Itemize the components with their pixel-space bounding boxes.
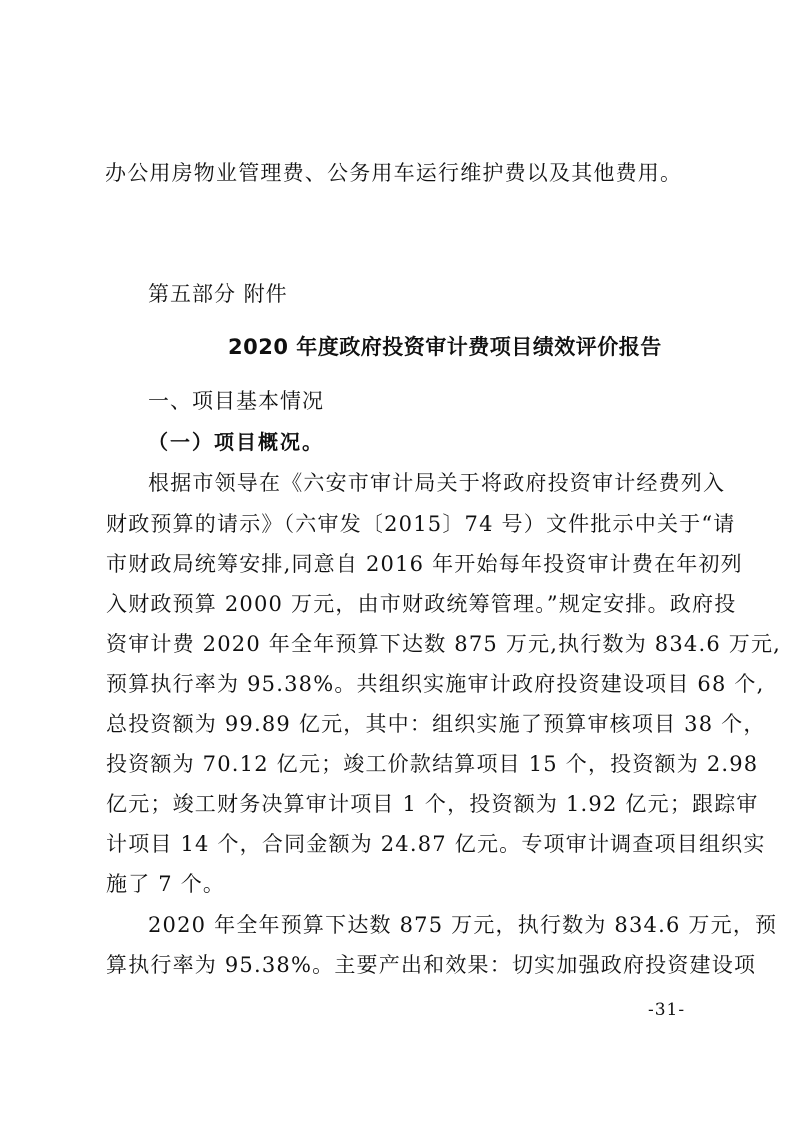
paragraph-line: 算执行率为 95.38%。主要产出和效果：切实加强政府投资建设项 xyxy=(106,953,757,977)
paragraph-line: 亿元；竣工财务决算审计项目 1 个，投资额为 1.92 亿元；跟踪审 xyxy=(106,792,759,816)
paragraph-line: 总投资额为 99.89 亿元，其中：组织实施了预算审核项目 38 个， xyxy=(106,712,766,736)
paragraph-line: 资审计费 2020 年全年预算下达数 875 万元,执行数为 834.6 万元, xyxy=(106,632,782,656)
section-heading: 一、项目基本情况 xyxy=(148,389,324,413)
paragraph-line: 计项目 14 个，合同金额为 24.87 亿元。专项审计调查项目组织实 xyxy=(106,832,766,856)
part-heading: 第五部分 附件 xyxy=(148,282,288,306)
subsection-heading: （一）项目概况。 xyxy=(148,430,324,454)
paragraph-line: 2020 年全年预算下达数 875 万元，执行数为 834.6 万元，预 xyxy=(148,913,778,937)
paragraph-line: 预算执行率为 95.38%。共组织实施审计政府投资建设项目 68 个, xyxy=(106,672,765,696)
paragraph-line: 市财政局统筹安排,同意自 2016 年开始每年投资审计费在年初列 xyxy=(106,552,743,576)
paragraph-line: 财政预算的请示》（六审发〔2015〕74 号）文件批示中关于“请 xyxy=(106,512,736,536)
page-number: -31- xyxy=(648,1000,686,1020)
report-title: 2020 年度政府投资审计费项目绩效评价报告 xyxy=(228,335,662,359)
paragraph-line: 入财政预算 2000 万元，由市财政统筹管理。”规定安排。政府投 xyxy=(106,592,737,616)
paragraph-line: 根据市领导在《六安市审计局关于将政府投资审计经费列入 xyxy=(148,471,726,495)
paragraph-line: 投资额为 70.12 亿元；竣工价款结算项目 15 个，投资额为 2.98 xyxy=(106,752,759,776)
continuation-line: 办公用房物业管理费、公务用车运行维护费以及其他费用。 xyxy=(105,161,683,185)
paragraph-line: 施了 7 个。 xyxy=(106,872,226,896)
